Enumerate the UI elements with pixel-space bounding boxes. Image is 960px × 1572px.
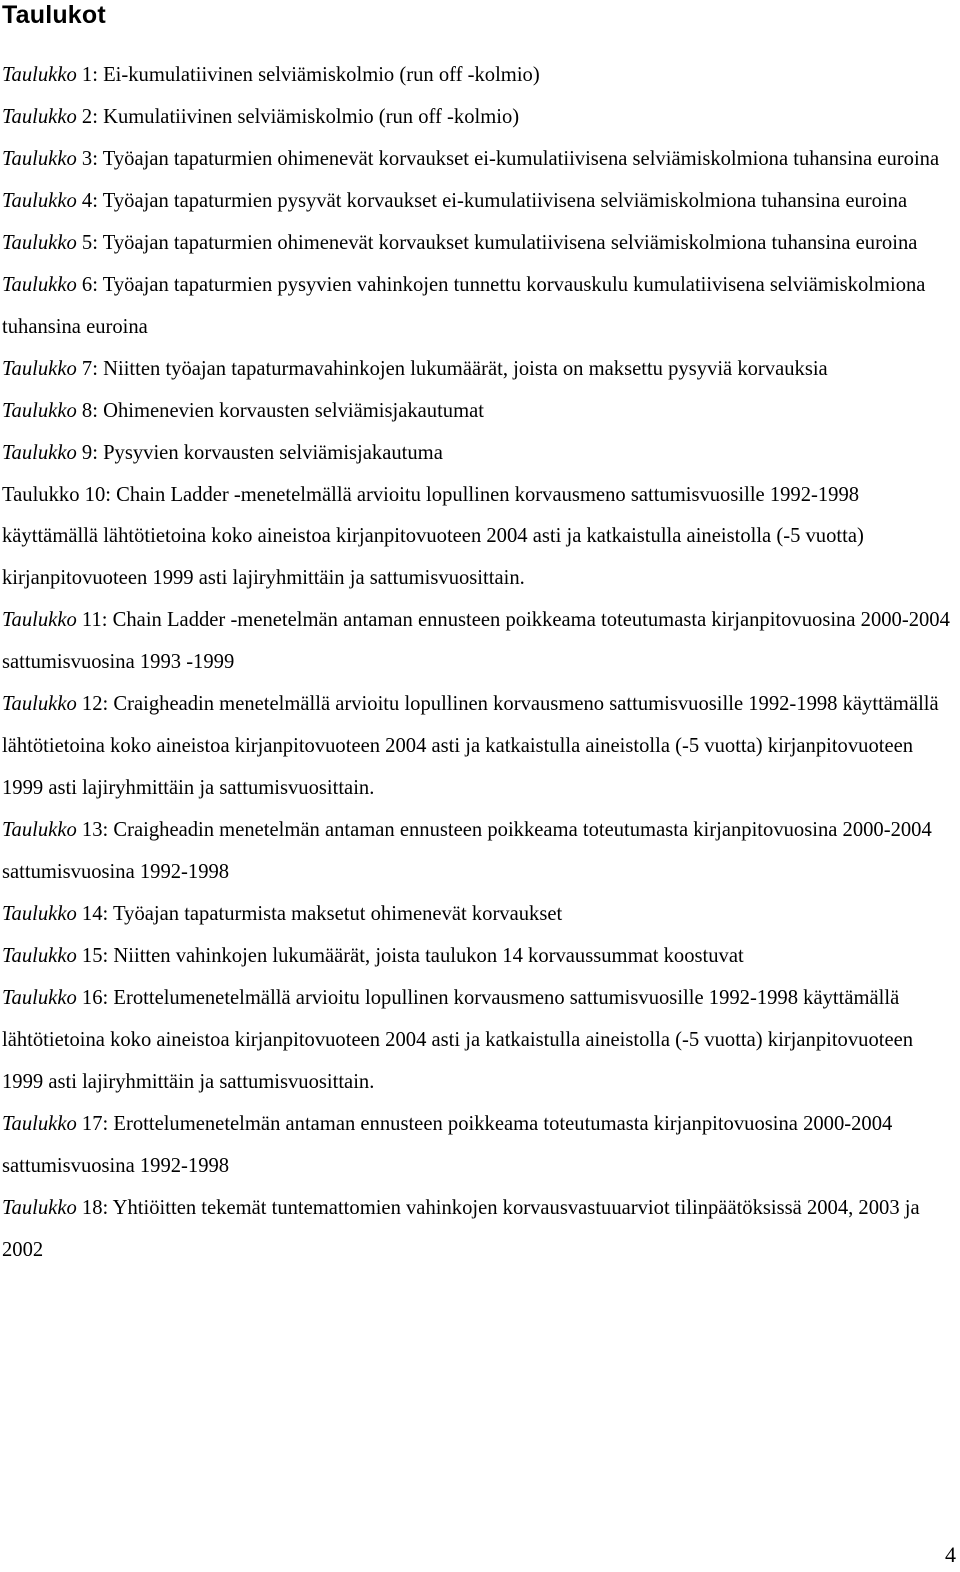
entry-text: Pysyvien korvausten selviämisjakautuma: [103, 441, 443, 464]
entry-text: Työajan tapaturmien ohimenevät korvaukset ei-kumulatiivisena selviämiskolmiona tuhansina euroina: [102, 147, 940, 170]
entry-text: Niitten vahinkojen lukumäärät, joista taulukon 14 korvaussummat koostuvat: [113, 945, 744, 968]
entry-number: 16: [81, 986, 103, 1009]
entry-number: 7: [81, 357, 93, 380]
entry-label: Taulukko: [2, 1112, 77, 1135]
entry-text: Ei-kumulatiivinen selviämiskolmio (run off -kolmio): [103, 64, 540, 86]
entry-text: Työajan tapaturmien ohimenevät korvaukset kumulatiivisena selviämiskolmiona tuhansina euroina: [102, 231, 918, 254]
entry-text: Chain Ladder -menetelmällä arvioitu lopullinen korvausmeno sattumisvuosille 1992-1998 käyttämällä lähtötietoina koko aineistoa kirjanpitovuoteen 2004 asti ja katkaistulla aineistolla (-5 vuotta) kirjanpitovuoteen 1999 asti lajiryhmittäin ja sattumisvuosittain.: [2, 483, 864, 590]
entry-text: Craigheadin menetelmällä arvioitu lopullinen korvausmeno sattumisvuosille 1992-1998 käyttämällä lähtötietoina koko aineistoa kirjanpitovuoteen 2004 asti ja katkaistulla aineistolla (-5 vuotta) kirjanpitovuoteen 1999 asti lajiryhmittäin ja sattumisvuosittain.: [2, 693, 939, 800]
entry-number: 10: [84, 483, 106, 506]
table-entry: Taulukko 17: Erottelumenetelmän antaman ennusteen poikkeama toteutumasta kirjanpitovuosina 2000-2004 sattumisvuosina 1992-1998: [2, 1112, 893, 1177]
entry-label: Taulukko: [2, 1196, 77, 1219]
page-heading: Taulukot: [2, 1, 106, 29]
table-entry: Taulukko 18: Yhtiöitten tekemät tuntemattomien vahinkojen korvausvastuuarviot tilinpäätöksissä 2004, 2003 ja 2002: [2, 1196, 920, 1261]
entry-text: Työajan tapaturmien pysyvien vahinkojen tunnettu korvauskulu kumulatiivisena selviämiskolmiona tuhansina euroina: [2, 273, 926, 338]
entry-number: 2: [81, 105, 93, 128]
table-entry: Taulukko 13: Craigheadin menetelmän antaman ennusteen poikkeama toteutumasta kirjanpitovuosina 2000-2004 sattumisvuosina 1992-1998: [2, 819, 932, 884]
entry-label: Taulukko: [2, 903, 77, 926]
entry-text: Yhtiöitten tekemät tuntemattomien vahinkojen korvausvastuuarviot tilinpäätöksissä 2004, 2003 ja 2002: [2, 1196, 920, 1261]
entry-text: Chain Ladder -menetelmän antaman ennusteen poikkeama toteutumasta kirjanpitovuosina 2000-2004 sattumisvuosina 1993 -1999: [2, 609, 950, 674]
table-entry: Taulukko 11: Chain Ladder -menetelmän antaman ennusteen poikkeama toteutumasta kirjanpitovuosina 2000-2004 sattumisvuosina 1993 -1999: [2, 609, 950, 674]
table-entry: Taulukko 1: Ei-kumulatiivinen selviämiskolmio (run off -kolmio): [2, 64, 540, 86]
table-entry: Taulukko 5: Työajan tapaturmien ohimenevät korvaukset kumulatiivisena selviämiskolmiona tuhansina euroina: [2, 231, 918, 254]
entry-number: 4: [81, 189, 93, 212]
entry-text: Erottelumenetelmällä arvioitu lopullinen korvausmeno sattumisvuosille 1992-1998 käyttämällä lähtötietoina koko aineistoa kirjanpitovuoteen 2004 asti ja katkaistulla aineistolla (-5 vuotta) kirjanpitovuoteen 1999 asti lajiryhmittäin ja sattumisvuosittain.: [2, 986, 914, 1093]
entry-label: Taulukko: [2, 64, 77, 86]
table-entry: Taulukko 14: Työajan tapaturmista maksetut ohimenevät korvaukset: [2, 903, 563, 926]
page-number: 4: [945, 1542, 956, 1567]
entry-label: Taulukko: [2, 986, 77, 1009]
entry-label: Taulukko: [2, 105, 77, 128]
entry-label: Taulukko: [2, 945, 77, 968]
table-entry: Taulukko 16: Erottelumenetelmällä arvioitu lopullinen korvausmeno sattumisvuosille 1992-1998 käyttämällä lähtötietoina koko aineistoa kirjanpitovuoteen 2004 asti ja katkaistulla aineistolla (-5 vuotta) kirjanpitovuoteen 1999 asti lajiryhmittäin ja sattumisvuosittain.: [2, 986, 914, 1093]
entry-text: Ohimenevien korvausten selviämisjakautumat: [103, 399, 484, 422]
table-entry: Taulukko 7: Niitten työajan tapaturmavahinkojen lukumäärät, joista on maksettu pysyviä korvauksia: [2, 357, 828, 380]
entry-number: 1: [81, 64, 93, 86]
entry-number: 8: [81, 399, 93, 422]
entry-label: Taulukko: [2, 609, 77, 632]
table-entry: Taulukko 10: Chain Ladder -menetelmällä arvioitu lopullinen korvausmeno sattumisvuosille 1992-1998 käyttämällä lähtötietoina koko aineistoa kirjanpitovuoteen 2004 asti ja katkaistulla aineistolla (-5 vuotta) kirjanpitovuoteen 1999 asti lajiryhmittäin ja sattumisvuosittain.: [2, 483, 864, 590]
table-entry: Taulukko 15: Niitten vahinkojen lukumäärät, joista taulukon 14 korvaussummat koostuvat: [2, 945, 744, 968]
table-entry: Taulukko 12: Craigheadin menetelmällä arvioitu lopullinen korvausmeno sattumisvuosille 1992-1998 käyttämällä lähtötietoina koko aineistoa kirjanpitovuoteen 2004 asti ja katkaistulla aineistolla (-5 vuotta) kirjanpitovuoteen 1999 asti lajiryhmittäin ja sattumisvuosittain.: [2, 693, 939, 800]
entry-number: 6: [81, 273, 93, 296]
entry-number: 9: [81, 441, 93, 464]
table-entry: Taulukko 9: Pysyvien korvausten selviämisjakautuma: [2, 441, 443, 464]
entry-label: Taulukko: [2, 273, 77, 296]
entry-label: Taulukko: [2, 357, 77, 380]
entry-number: 17: [81, 1112, 103, 1135]
table-entry: Taulukko 2: Kumulatiivinen selviämiskolmio (run off -kolmio): [2, 105, 520, 128]
entry-text: Kumulatiivinen selviämiskolmio (run off -kolmio): [103, 105, 520, 128]
entry-number: 15: [81, 945, 103, 968]
entry-number: 13: [81, 819, 103, 842]
entry-label: Taulukko: [2, 819, 77, 842]
entry-number: 18: [81, 1196, 103, 1219]
entry-number: 14: [81, 903, 103, 926]
entry-text: Craigheadin menetelmän antaman ennusteen poikkeama toteutumasta kirjanpitovuosina 2000-2004 sattumisvuosina 1992-1998: [2, 819, 932, 884]
entry-label: Taulukko: [2, 399, 77, 422]
entry-label: Taulukko: [2, 147, 77, 170]
entry-label: Taulukko: [2, 231, 77, 254]
entry-text: Työajan tapaturmien pysyvät korvaukset ei-kumulatiivisena selviämiskolmiona tuhansina euroina: [102, 189, 908, 212]
entry-label: Taulukko: [2, 441, 77, 464]
entry-number: 5: [81, 231, 93, 254]
entry-label: Taulukko: [2, 483, 80, 506]
entry-label: Taulukko: [2, 189, 77, 212]
entry-label: Taulukko: [2, 693, 77, 716]
entry-number: 12: [81, 693, 103, 716]
entry-text: Erottelumenetelmän antaman ennusteen poikkeama toteutumasta kirjanpitovuosina 2000-2004 sattumisvuosina 1992-1998: [2, 1112, 893, 1177]
table-entry: Taulukko 4: Työajan tapaturmien pysyvät korvaukset ei-kumulatiivisena selviämiskolmiona tuhansina euroina: [2, 189, 908, 212]
table-entry: Taulukko 3: Työajan tapaturmien ohimenevät korvaukset ei-kumulatiivisena selviämiskolmiona tuhansina euroina: [2, 147, 940, 170]
table-entry: Taulukko 8: Ohimenevien korvausten selviämisjakautumat: [2, 399, 484, 422]
table-entry: Taulukko 6: Työajan tapaturmien pysyvien vahinkojen tunnettu korvauskulu kumulatiivisena selviämiskolmiona tuhansina euroina: [2, 273, 926, 338]
entry-text: Työajan tapaturmista maksetut ohimenevät korvaukset: [113, 903, 563, 926]
entry-number: 3: [81, 147, 93, 170]
entry-number: 11: [81, 609, 102, 632]
entry-text: Niitten työajan tapaturmavahinkojen lukumäärät, joista on maksettu pysyviä korvauksia: [103, 357, 828, 380]
table-list: [2, 55, 954, 1272]
